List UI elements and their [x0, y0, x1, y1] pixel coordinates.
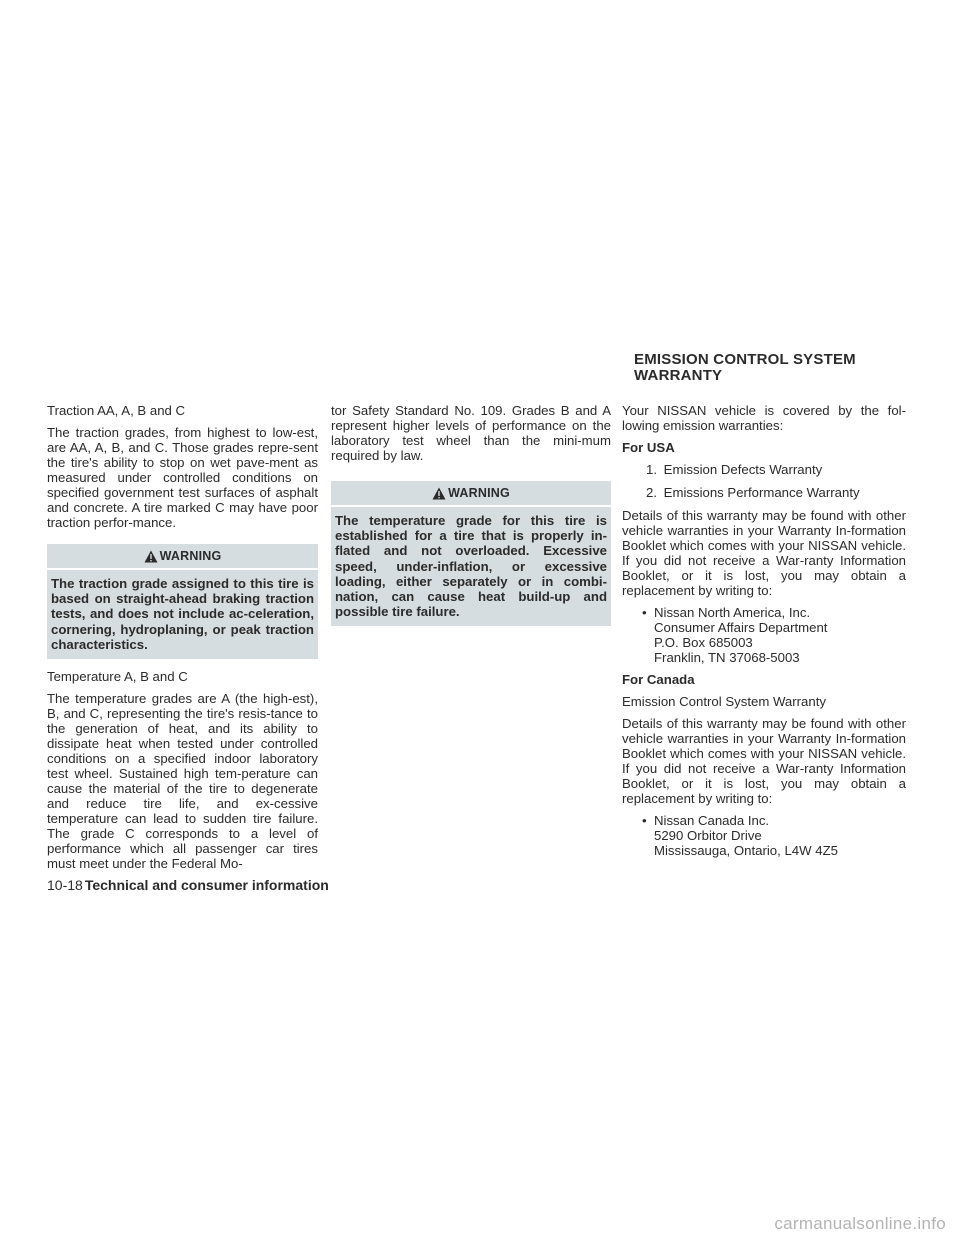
address-line: P.O. Box 685003	[654, 635, 753, 650]
canada-heading: For Canada	[622, 672, 695, 687]
list-number: 2.	[646, 485, 657, 500]
footer-title: Technical and consumer information	[84, 877, 329, 893]
address-line: Franklin, TN 37068-5003	[654, 650, 800, 665]
bullet-marker: •	[642, 605, 647, 620]
warning-box-traction	[47, 544, 318, 659]
page-footer	[47, 877, 329, 893]
warning-header	[331, 481, 611, 507]
address-line: Consumer Affairs Department	[654, 620, 828, 635]
column-left	[47, 403, 318, 878]
list-number: 1.	[646, 462, 657, 477]
emission-intro: Your NISSAN vehicle is covered by the fol-lowing emission warranties:	[622, 403, 906, 433]
section-title	[634, 352, 934, 384]
watermark: carmanualsonline.info	[774, 1214, 946, 1233]
canada-item: Emission Control System Warranty	[622, 694, 826, 709]
canada-details-paragraph: Details of this warranty may be found with other vehicle warranties in your Warranty In-formation Booklet which comes with your NISSAN vehicle. If you did not receive a War-ranty Information Booklet, or it is lost, you may obtain a replacement by writing to:	[622, 716, 906, 806]
warning-text: The temperature grade for this tire is established for a tire that is properly in-flated and not overloaded. Excessive speed, under-inflation, or excessive loading, either separately or in combi-nation, can cause heat build-up and possible tire failure.	[335, 513, 607, 620]
traction-heading: Traction AA, A, B and C	[47, 403, 186, 418]
temperature-paragraph: The temperature grades are A (the high-est), B, and C, representing the tire's resis-tance to the generation of heat, and its ability to dissipate heat when tested under controlled conditions on a specified indoor laboratory test wheel. Sustained high tem-perature can cause the material of the tire to degenerate and reduce tire life, and ex-cessive temperature can lead to sudden tire failure. The grade C corresponds to a level of performance which all passenger car tires must meet under the Federal Mo-	[47, 691, 318, 872]
usa-address	[622, 605, 906, 665]
section-title-line: WARRANTY	[634, 367, 723, 384]
address-line: Nissan North America, Inc.	[654, 605, 811, 620]
warning-box-temperature	[331, 481, 611, 626]
column-right	[622, 403, 906, 865]
bullet-marker: •	[642, 813, 647, 828]
warning-text: The traction grade assigned to this tire is based on straight-ahead braking traction tests, and does not include ac-celeration, cornering, hydroplaning, or peak traction characteristics.	[51, 576, 314, 652]
warning-triangle-icon	[144, 550, 158, 563]
warning-header	[47, 544, 318, 570]
usa-details-paragraph: Details of this warranty may be found with other vehicle warranties in your Warranty In-formation Booklet which comes with your NISSAN vehicle. If you did not receive a War-ranty Information Booklet, or it is lost, you may obtain a replacement by writing to:	[622, 508, 906, 598]
temperature-heading: Temperature A, B and C	[47, 669, 188, 685]
list-text: Emission Defects Warranty	[663, 462, 823, 477]
traction-paragraph: The traction grades, from highest to low-est, are AA, A, B, and C. Those grades repre-sent the tire's ability to stop on wet pave-ment as measured under controlled conditions on specified government test surfaces of asphalt and concrete. A tire marked C may have poor traction perfor-mance.	[47, 425, 318, 530]
address-line: Nissan Canada Inc.	[654, 813, 770, 828]
list-item	[622, 462, 906, 477]
usa-heading: For USA	[622, 440, 675, 455]
warning-triangle-icon	[432, 487, 446, 500]
address-line: Mississauga, Ontario, L4W 4Z5	[654, 843, 838, 858]
list-text: Emissions Performance Warranty	[663, 485, 860, 500]
page-number: 10-18	[47, 877, 83, 893]
section-title-line: EMISSION CONTROL SYSTEM	[634, 351, 856, 368]
warning-label: WARNING	[448, 485, 510, 500]
temperature-continued-paragraph: tor Safety Standard No. 109. Grades B and A represent higher levels of performance on the laboratory test wheel than the mini-mum required by law.	[331, 403, 611, 463]
list-item	[622, 485, 906, 500]
warning-label: WARNING	[159, 548, 222, 563]
column-middle	[331, 403, 611, 636]
address-line: 5290 Orbitor Drive	[654, 828, 762, 843]
canada-address	[622, 813, 906, 858]
